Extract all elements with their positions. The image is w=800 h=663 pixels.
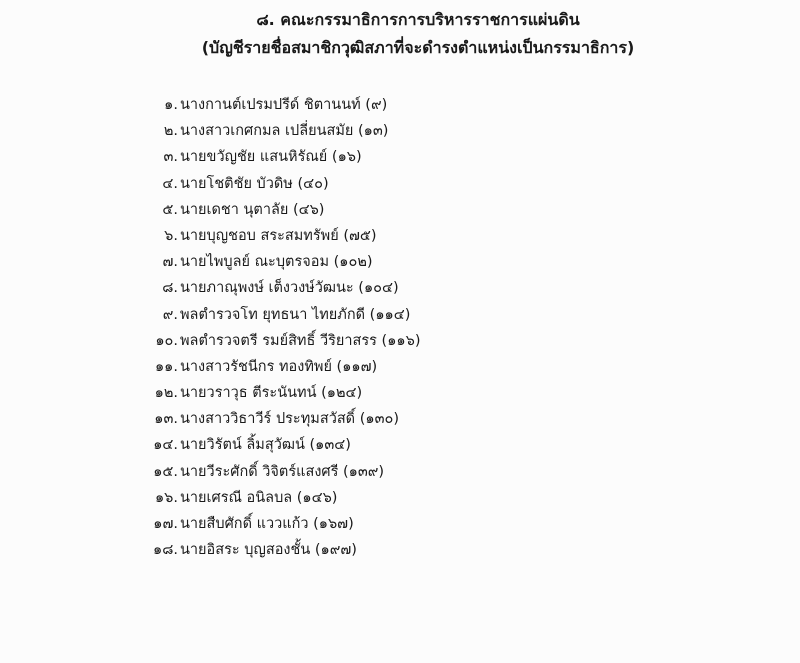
list-item-number: ๙. [162, 306, 178, 323]
list-item-number: ๔. [162, 175, 178, 192]
page-title: ๘. คณะกรรมาธิการการบริหารราชการแผ่นดิน [256, 10, 580, 29]
list-item [152, 223, 420, 249]
list-item-number: ๘. [162, 280, 178, 297]
member-name: นายเศรณี อนิลบล (๑๔๖) [180, 489, 338, 506]
list-item [152, 171, 420, 197]
member-name: พลตำรวจตรี รมย์สิทธิ์ วีริยาสรร (๑๑๖) [180, 332, 421, 349]
list-item [152, 328, 420, 354]
list-item-number: ๑๘. [153, 542, 178, 559]
member-name: นายภาณุพงษ์ เต็งวงษ์วัฒนะ (๑๐๔) [180, 280, 399, 297]
member-name: นางสาวเกศกมล เปลี่ยนสมัย (๑๓) [180, 123, 389, 140]
member-list [152, 92, 420, 563]
list-item-number: ๑๔. [153, 437, 178, 454]
member-name: นายวราวุธ ตีระนันทน์ (๑๒๔) [180, 385, 363, 402]
list-item [152, 354, 420, 380]
list-item [152, 249, 420, 275]
list-item-number: ๕. [162, 201, 178, 218]
list-item-number: ๒. [163, 123, 178, 140]
member-name: นายเดชา นุตาลัย (๔๖) [180, 201, 325, 218]
list-item [152, 144, 420, 170]
list-item [152, 459, 420, 485]
list-item [152, 485, 420, 511]
list-item-number: ๑๑. [154, 358, 178, 375]
list-item [152, 92, 420, 118]
member-name: นางกานต์เปรมปรีด์ ชิตานนท์ (๙) [180, 97, 388, 113]
member-name: นายวีระศักดิ์ วิจิตร์แสงศรี (๑๓๙) [180, 463, 385, 480]
list-item-number: ๑๕. [153, 463, 178, 480]
list-item [152, 118, 420, 144]
list-item [152, 432, 420, 458]
member-name: นายบุญชอบ สระสมทรัพย์ (๗๕) [180, 227, 377, 244]
list-item [152, 537, 420, 563]
list-item [152, 406, 420, 432]
list-item-number: ๑๒. [154, 385, 178, 402]
list-item [152, 511, 420, 537]
list-item-number: ๑๓. [154, 411, 178, 428]
list-item-number: ๑๗. [153, 516, 178, 532]
page-subtitle: (บัญชีรายชื่อสมาชิกวุฒิสภาที่จะดำรงตำแหน่งเป็นกรรมาธิการ) [201, 38, 635, 57]
list-item [152, 302, 420, 328]
list-item-number: ๑. [164, 97, 178, 113]
list-item-number: ๗. [162, 254, 178, 271]
member-name: นายโชติชัย บัวดิษ (๔๐) [180, 175, 329, 192]
member-name: นายสืบศักดิ์ แววแก้ว (๑๖๗) [180, 516, 354, 532]
member-name: นางสาววิธาวีร์ ประทุมสวัสดิ์ (๑๓๐) [180, 411, 399, 428]
member-name: นายไพบูลย์ ณะบุตรจอม (๑๐๒) [180, 254, 373, 271]
member-name: นายขวัญชัย แสนหิรัณย์ (๑๖) [180, 149, 362, 166]
list-item-number: ๑๐. [155, 332, 178, 349]
list-item-number: ๖. [164, 227, 178, 244]
member-name: นายวิรัตน์ ลิ้มสุวัฒน์ (๑๓๔) [180, 437, 351, 454]
list-item [152, 197, 420, 223]
list-item [152, 275, 420, 301]
list-item-number: ๓. [163, 149, 178, 166]
member-name: นางสาวรัชนีกร ทองทิพย์ (๑๑๗) [180, 358, 378, 375]
member-name: นายอิสระ บุญสองชั้น (๑๙๗) [180, 542, 357, 559]
member-name: พลตำรวจโท ยุทธนา ไทยภักดี (๑๑๔) [180, 306, 411, 323]
list-item-number: ๑๖. [154, 489, 178, 506]
list-item [152, 380, 420, 406]
